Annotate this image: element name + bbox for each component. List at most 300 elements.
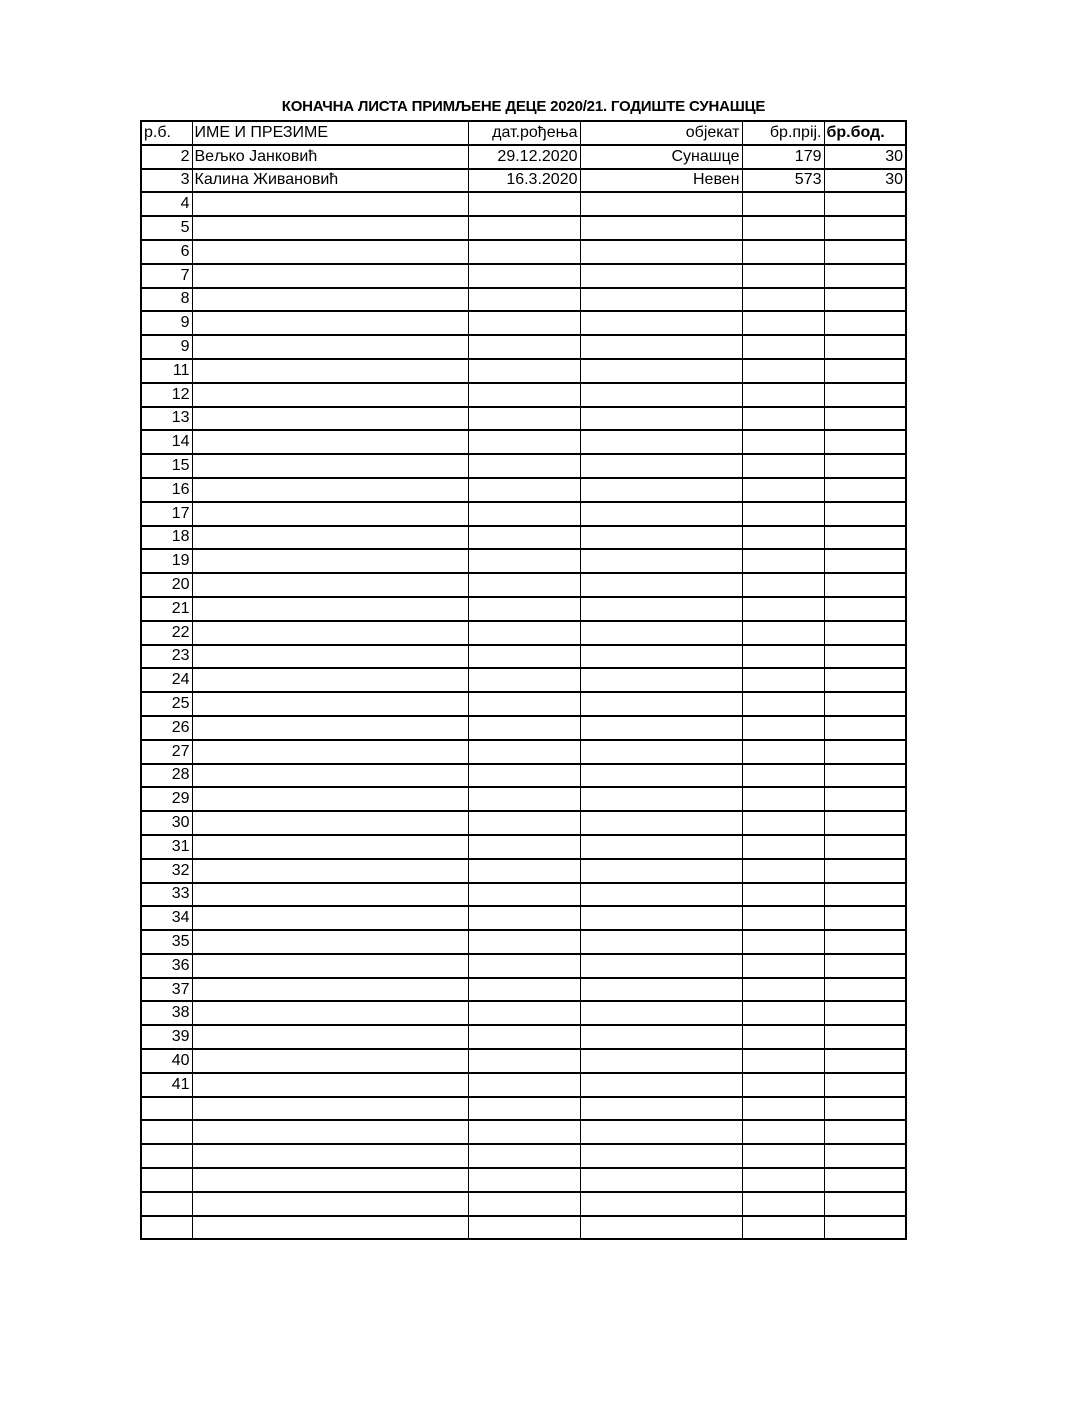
cell-facility <box>580 621 742 645</box>
table-body <box>141 121 906 1239</box>
cell-app-no <box>742 407 824 431</box>
cell-dob <box>468 454 580 478</box>
cell-app-no <box>742 502 824 526</box>
table-row <box>141 240 906 264</box>
cell-dob <box>468 335 580 359</box>
cell-dob <box>468 192 580 216</box>
cell-name <box>192 407 468 431</box>
cell-dob <box>468 549 580 573</box>
cell-name <box>192 288 468 312</box>
cell-points <box>824 288 906 312</box>
cell-name <box>192 526 468 550</box>
cell-app-no <box>742 335 824 359</box>
cell-facility <box>580 573 742 597</box>
cell-facility <box>580 1073 742 1097</box>
cell-rb: 26 <box>141 716 192 740</box>
cell-facility <box>580 835 742 859</box>
cell-app-no <box>742 1073 824 1097</box>
cell-dob <box>468 621 580 645</box>
cell-rb: 18 <box>141 526 192 550</box>
cell-name <box>192 1216 468 1240</box>
cell-app-no <box>742 478 824 502</box>
cell-rb: 37 <box>141 978 192 1002</box>
cell-name: Калина Живановић <box>192 169 468 193</box>
cell-name <box>192 859 468 883</box>
table-row <box>141 1216 906 1240</box>
cell-dob <box>468 716 580 740</box>
cell-facility <box>580 192 742 216</box>
cell-name <box>192 311 468 335</box>
cell-app-no <box>742 383 824 407</box>
cell-facility <box>580 526 742 550</box>
table-row <box>141 264 906 288</box>
cell-facility <box>580 978 742 1002</box>
cell-app-no <box>742 883 824 907</box>
cell-name <box>192 573 468 597</box>
cell-name <box>192 549 468 573</box>
table-row <box>141 335 906 359</box>
cell-dob <box>468 787 580 811</box>
cell-app-no <box>742 1025 824 1049</box>
header-row <box>141 121 906 145</box>
cell-name <box>192 621 468 645</box>
cell-name <box>192 383 468 407</box>
cell-dob <box>468 1144 580 1168</box>
cell-facility <box>580 240 742 264</box>
cell-name <box>192 1073 468 1097</box>
table-row <box>141 1192 906 1216</box>
cell-app-no <box>742 1120 824 1144</box>
cell-name <box>192 454 468 478</box>
cell-rb <box>141 1120 192 1144</box>
cell-points <box>824 883 906 907</box>
table-row <box>141 430 906 454</box>
cell-facility <box>580 1216 742 1240</box>
header-points: бр.бод. <box>824 121 906 145</box>
cell-rb: 21 <box>141 597 192 621</box>
cell-dob <box>468 811 580 835</box>
cell-name <box>192 954 468 978</box>
cell-rb: 33 <box>141 883 192 907</box>
cell-dob <box>468 216 580 240</box>
cell-rb: 28 <box>141 764 192 788</box>
cell-app-no <box>742 549 824 573</box>
table-row <box>141 740 906 764</box>
cell-facility <box>580 645 742 669</box>
table-row <box>141 192 906 216</box>
cell-facility <box>580 1097 742 1121</box>
cell-rb: 36 <box>141 954 192 978</box>
table-row <box>141 288 906 312</box>
cell-app-no <box>742 835 824 859</box>
cell-points <box>824 454 906 478</box>
table-row <box>141 454 906 478</box>
cell-app-no <box>742 692 824 716</box>
cell-app-no <box>742 526 824 550</box>
cell-name <box>192 883 468 907</box>
cell-name <box>192 787 468 811</box>
cell-facility <box>580 335 742 359</box>
cell-points <box>824 787 906 811</box>
cell-name <box>192 335 468 359</box>
table-row <box>141 1073 906 1097</box>
cell-dob <box>468 383 580 407</box>
cell-dob <box>468 1097 580 1121</box>
table-row <box>141 145 906 169</box>
table-row <box>141 407 906 431</box>
header-dob: дат.рођења <box>468 121 580 145</box>
cell-points <box>824 264 906 288</box>
table-row <box>141 573 906 597</box>
cell-points <box>824 668 906 692</box>
table-row <box>141 549 906 573</box>
cell-facility: Сунашце <box>580 145 742 169</box>
table-row <box>141 383 906 407</box>
cell-rb: 9 <box>141 311 192 335</box>
table-row <box>141 978 906 1002</box>
cell-facility <box>580 1192 742 1216</box>
cell-dob <box>468 1216 580 1240</box>
cell-rb: 15 <box>141 454 192 478</box>
cell-dob <box>468 930 580 954</box>
cell-rb <box>141 1192 192 1216</box>
cell-app-no <box>742 930 824 954</box>
admission-table <box>140 120 907 1240</box>
cell-rb: 29 <box>141 787 192 811</box>
cell-facility <box>580 383 742 407</box>
cell-points <box>824 407 906 431</box>
cell-name <box>192 1192 468 1216</box>
table-row <box>141 311 906 335</box>
cell-facility <box>580 454 742 478</box>
cell-facility <box>580 216 742 240</box>
cell-name <box>192 906 468 930</box>
cell-rb: 13 <box>141 407 192 431</box>
cell-dob <box>468 573 580 597</box>
header-app-no: бр.прij. <box>742 121 824 145</box>
cell-dob <box>468 692 580 716</box>
cell-points <box>824 335 906 359</box>
cell-dob <box>468 597 580 621</box>
cell-dob <box>468 668 580 692</box>
table-row <box>141 1120 906 1144</box>
cell-facility <box>580 1025 742 1049</box>
cell-app-no <box>742 1168 824 1192</box>
table-row <box>141 883 906 907</box>
cell-points <box>824 1216 906 1240</box>
table-row <box>141 1168 906 1192</box>
table-row <box>141 692 906 716</box>
cell-facility <box>580 597 742 621</box>
cell-name <box>192 1120 468 1144</box>
cell-rb: 3 <box>141 169 192 193</box>
cell-points <box>824 1073 906 1097</box>
cell-points <box>824 692 906 716</box>
cell-rb: 14 <box>141 430 192 454</box>
cell-name <box>192 264 468 288</box>
cell-facility <box>580 478 742 502</box>
cell-dob <box>468 1001 580 1025</box>
cell-facility <box>580 502 742 526</box>
cell-points <box>824 430 906 454</box>
cell-name <box>192 216 468 240</box>
cell-app-no <box>742 359 824 383</box>
table-row <box>141 502 906 526</box>
table-row <box>141 1001 906 1025</box>
cell-facility <box>580 407 742 431</box>
cell-points <box>824 906 906 930</box>
cell-rb: 30 <box>141 811 192 835</box>
cell-name <box>192 811 468 835</box>
cell-points: 30 <box>824 169 906 193</box>
cell-name <box>192 740 468 764</box>
cell-dob <box>468 954 580 978</box>
cell-app-no <box>742 192 824 216</box>
cell-dob <box>468 1073 580 1097</box>
cell-dob <box>468 883 580 907</box>
cell-app-no <box>742 1001 824 1025</box>
cell-app-no <box>742 430 824 454</box>
header-rb: р.б. <box>141 121 192 145</box>
table-row <box>141 930 906 954</box>
cell-dob <box>468 1025 580 1049</box>
cell-facility <box>580 264 742 288</box>
cell-dob <box>468 502 580 526</box>
cell-name <box>192 597 468 621</box>
cell-name <box>192 1001 468 1025</box>
table-row <box>141 668 906 692</box>
cell-points <box>824 1144 906 1168</box>
cell-dob <box>468 1049 580 1073</box>
cell-dob <box>468 835 580 859</box>
cell-name <box>192 692 468 716</box>
cell-points <box>824 1025 906 1049</box>
table-row <box>141 859 906 883</box>
table-row <box>141 835 906 859</box>
cell-rb: 7 <box>141 264 192 288</box>
cell-app-no <box>742 859 824 883</box>
cell-facility <box>580 906 742 930</box>
cell-facility <box>580 859 742 883</box>
cell-rb: 9 <box>141 335 192 359</box>
cell-rb: 5 <box>141 216 192 240</box>
cell-name <box>192 359 468 383</box>
cell-facility <box>580 1120 742 1144</box>
cell-points <box>824 1120 906 1144</box>
table-row <box>141 1025 906 1049</box>
cell-name <box>192 978 468 1002</box>
cell-rb: 31 <box>141 835 192 859</box>
cell-dob <box>468 359 580 383</box>
cell-points <box>824 549 906 573</box>
cell-rb: 41 <box>141 1073 192 1097</box>
cell-rb: 23 <box>141 645 192 669</box>
header-name: ИМЕ И ПРЕЗИМЕ <box>192 121 468 145</box>
cell-app-no <box>742 1216 824 1240</box>
cell-app-no <box>742 645 824 669</box>
cell-rb <box>141 1144 192 1168</box>
cell-facility <box>580 1001 742 1025</box>
cell-facility: Невен <box>580 169 742 193</box>
cell-name <box>192 1049 468 1073</box>
cell-app-no <box>742 787 824 811</box>
cell-rb: 22 <box>141 621 192 645</box>
cell-app-no <box>742 1049 824 1073</box>
cell-rb: 6 <box>141 240 192 264</box>
cell-rb: 25 <box>141 692 192 716</box>
cell-app-no <box>742 288 824 312</box>
cell-points <box>824 1168 906 1192</box>
cell-name <box>192 1025 468 1049</box>
cell-points <box>824 621 906 645</box>
table-row <box>141 716 906 740</box>
cell-app-no <box>742 1144 824 1168</box>
cell-app-no: 179 <box>742 145 824 169</box>
cell-name <box>192 502 468 526</box>
cell-points <box>824 645 906 669</box>
cell-points <box>824 859 906 883</box>
cell-rb: 17 <box>141 502 192 526</box>
cell-facility <box>580 549 742 573</box>
cell-rb: 12 <box>141 383 192 407</box>
cell-dob <box>468 478 580 502</box>
table-row <box>141 954 906 978</box>
cell-name <box>192 645 468 669</box>
cell-rb: 11 <box>141 359 192 383</box>
cell-facility <box>580 716 742 740</box>
table-row <box>141 621 906 645</box>
cell-name <box>192 716 468 740</box>
table-row <box>141 787 906 811</box>
cell-dob <box>468 978 580 1002</box>
cell-app-no <box>742 954 824 978</box>
cell-facility <box>580 430 742 454</box>
cell-app-no <box>742 811 824 835</box>
cell-app-no <box>742 264 824 288</box>
cell-name <box>192 430 468 454</box>
cell-rb: 27 <box>141 740 192 764</box>
cell-points <box>824 573 906 597</box>
cell-facility <box>580 764 742 788</box>
cell-facility <box>580 668 742 692</box>
table-row <box>141 478 906 502</box>
cell-app-no <box>742 716 824 740</box>
cell-name <box>192 192 468 216</box>
cell-rb: 40 <box>141 1049 192 1073</box>
cell-points <box>824 526 906 550</box>
cell-rb: 2 <box>141 145 192 169</box>
cell-app-no <box>742 311 824 335</box>
cell-rb <box>141 1216 192 1240</box>
cell-rb: 35 <box>141 930 192 954</box>
cell-dob <box>468 526 580 550</box>
cell-app-no <box>742 1192 824 1216</box>
cell-name: Вељко Јанковић <box>192 145 468 169</box>
cell-name <box>192 668 468 692</box>
cell-name <box>192 478 468 502</box>
table-row <box>141 1144 906 1168</box>
cell-rb: 16 <box>141 478 192 502</box>
table-row <box>141 216 906 240</box>
cell-app-no <box>742 216 824 240</box>
cell-dob <box>468 1120 580 1144</box>
cell-app-no <box>742 978 824 1002</box>
cell-points <box>824 811 906 835</box>
cell-dob <box>468 264 580 288</box>
table-row <box>141 1049 906 1073</box>
cell-points <box>824 240 906 264</box>
cell-rb: 20 <box>141 573 192 597</box>
cell-dob <box>468 311 580 335</box>
table-row <box>141 169 906 193</box>
cell-points <box>824 383 906 407</box>
cell-points <box>824 740 906 764</box>
cell-rb: 38 <box>141 1001 192 1025</box>
cell-dob <box>468 764 580 788</box>
cell-app-no <box>742 906 824 930</box>
cell-dob: 16.3.2020 <box>468 169 580 193</box>
cell-points: 30 <box>824 145 906 169</box>
cell-dob <box>468 288 580 312</box>
cell-app-no <box>742 740 824 764</box>
cell-points <box>824 1001 906 1025</box>
cell-rb <box>141 1097 192 1121</box>
cell-points <box>824 216 906 240</box>
cell-facility <box>580 883 742 907</box>
cell-facility <box>580 811 742 835</box>
cell-dob <box>468 1192 580 1216</box>
cell-facility <box>580 740 742 764</box>
cell-dob <box>468 407 580 431</box>
cell-points <box>824 478 906 502</box>
cell-name <box>192 930 468 954</box>
cell-app-no <box>742 764 824 788</box>
cell-points <box>824 954 906 978</box>
cell-rb: 32 <box>141 859 192 883</box>
table-row <box>141 645 906 669</box>
cell-points <box>824 835 906 859</box>
cell-dob <box>468 740 580 764</box>
cell-app-no <box>742 573 824 597</box>
cell-facility <box>580 1144 742 1168</box>
cell-points <box>824 359 906 383</box>
cell-points <box>824 502 906 526</box>
cell-name <box>192 764 468 788</box>
cell-app-no: 573 <box>742 169 824 193</box>
header-facility: објекат <box>580 121 742 145</box>
cell-points <box>824 978 906 1002</box>
cell-points <box>824 311 906 335</box>
cell-facility <box>580 288 742 312</box>
cell-name <box>192 1097 468 1121</box>
cell-dob <box>468 430 580 454</box>
cell-dob: 29.12.2020 <box>468 145 580 169</box>
cell-name <box>192 1168 468 1192</box>
cell-facility <box>580 1168 742 1192</box>
table-row <box>141 526 906 550</box>
table-row <box>141 1097 906 1121</box>
cell-rb: 19 <box>141 549 192 573</box>
cell-facility <box>580 787 742 811</box>
cell-points <box>824 1049 906 1073</box>
cell-app-no <box>742 454 824 478</box>
cell-app-no <box>742 240 824 264</box>
table-row <box>141 811 906 835</box>
cell-points <box>824 1192 906 1216</box>
cell-facility <box>580 311 742 335</box>
cell-facility <box>580 692 742 716</box>
table-row <box>141 597 906 621</box>
